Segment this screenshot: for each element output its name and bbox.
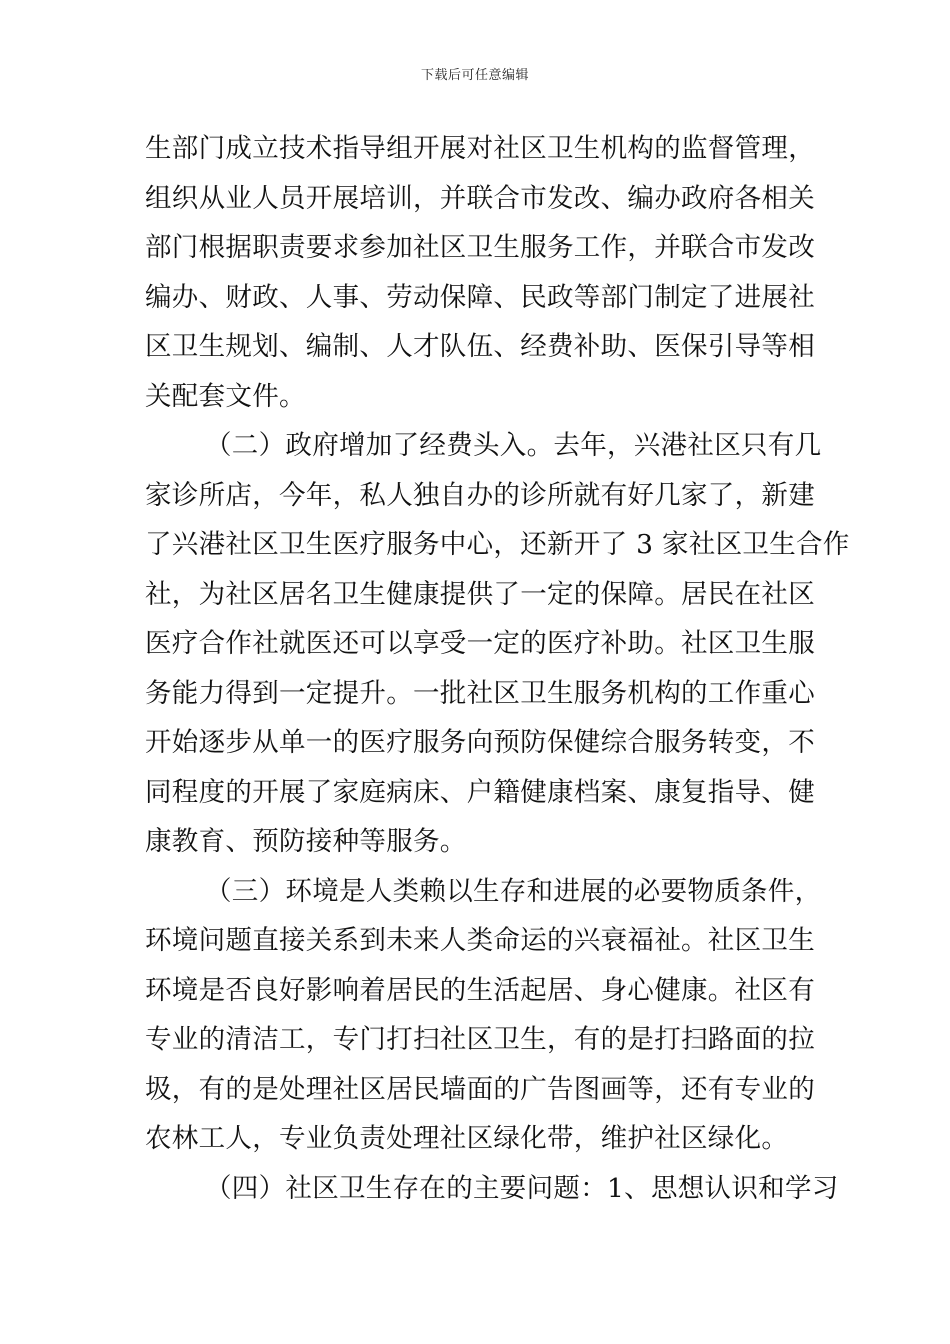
text-line: 开始逐步从单一的医疗服务向预防保健综合服务转变，不 — [145, 727, 815, 758]
document-body — [145, 124, 850, 1213]
text-line: 康教育、预防接种等服务。 — [145, 826, 467, 857]
text-line: （二）政府增加了经费头入。去年，兴港社区只有几 — [205, 430, 822, 461]
text-line: 关配套文件。 — [145, 380, 306, 412]
text-line: 务能力得到一定提升。一批社区卫生服务机构的工作重心 — [145, 677, 815, 709]
text-line: 区卫生规划、编制、人才队伍、经费补助、医保引导等相 — [145, 331, 815, 362]
text-line: 农林工人，专业负责处理社区绿化带，维护社区绿化。 — [145, 1123, 789, 1154]
text-line: 环境是否良好影响着居民的生活起居、身心健康。社区有 — [145, 974, 815, 1006]
paragraph-2 — [145, 421, 850, 867]
text-line: 家诊所店，今年，私人独自办的诊所就有好几家了，新建 — [145, 479, 815, 511]
text-line: 专业的清洁工，专门打扫社区卫生，有的是打扫路面的拉 — [145, 1024, 815, 1055]
text-line: 组织从业人员开展培训，并联合市发改、编办政府各相关 — [145, 182, 815, 214]
text-line: 社，为社区居名卫生健康提供了一定的保障。居民在社区 — [145, 578, 815, 610]
text-line: 编办、财政、人事、劳动保障、民政等部门制定了进展社 — [145, 281, 815, 313]
text-line: 同程度的开展了家庭病床、户籍健康档案、康复指导、健 — [145, 776, 815, 808]
paragraph-3 — [145, 867, 822, 1164]
text-line: 部门根据职责要求参加社区卫生服务工作，并联合市发改 — [145, 232, 815, 263]
text-line: 环境问题直接关系到未来人类命运的兴衰福祉。社区卫生 — [145, 925, 815, 956]
paragraph-1 — [145, 124, 815, 421]
text-line: 了兴港社区卫生医疗服务中心，还新开了 3 家社区卫生合作 — [145, 529, 850, 560]
paragraph-4 — [145, 1164, 839, 1214]
page-header-note: 下载后可任意编辑 — [420, 68, 529, 83]
text-line: 医疗合作社就医还可以享受一定的医疗补助。社区卫生服 — [145, 628, 815, 659]
text-line: 生部门成立技术指导组开展对社区卫生机构的监督管理， — [145, 133, 815, 164]
text-line: 圾，有的是处理社区居民墙面的广告图画等，还有专业的 — [145, 1073, 815, 1105]
text-line: （三）环境是人类赖以生存和进展的必要物质条件， — [205, 875, 822, 907]
text-line: （四）社区卫生存在的主要问题：1、思想认识和学习 — [205, 1172, 839, 1204]
